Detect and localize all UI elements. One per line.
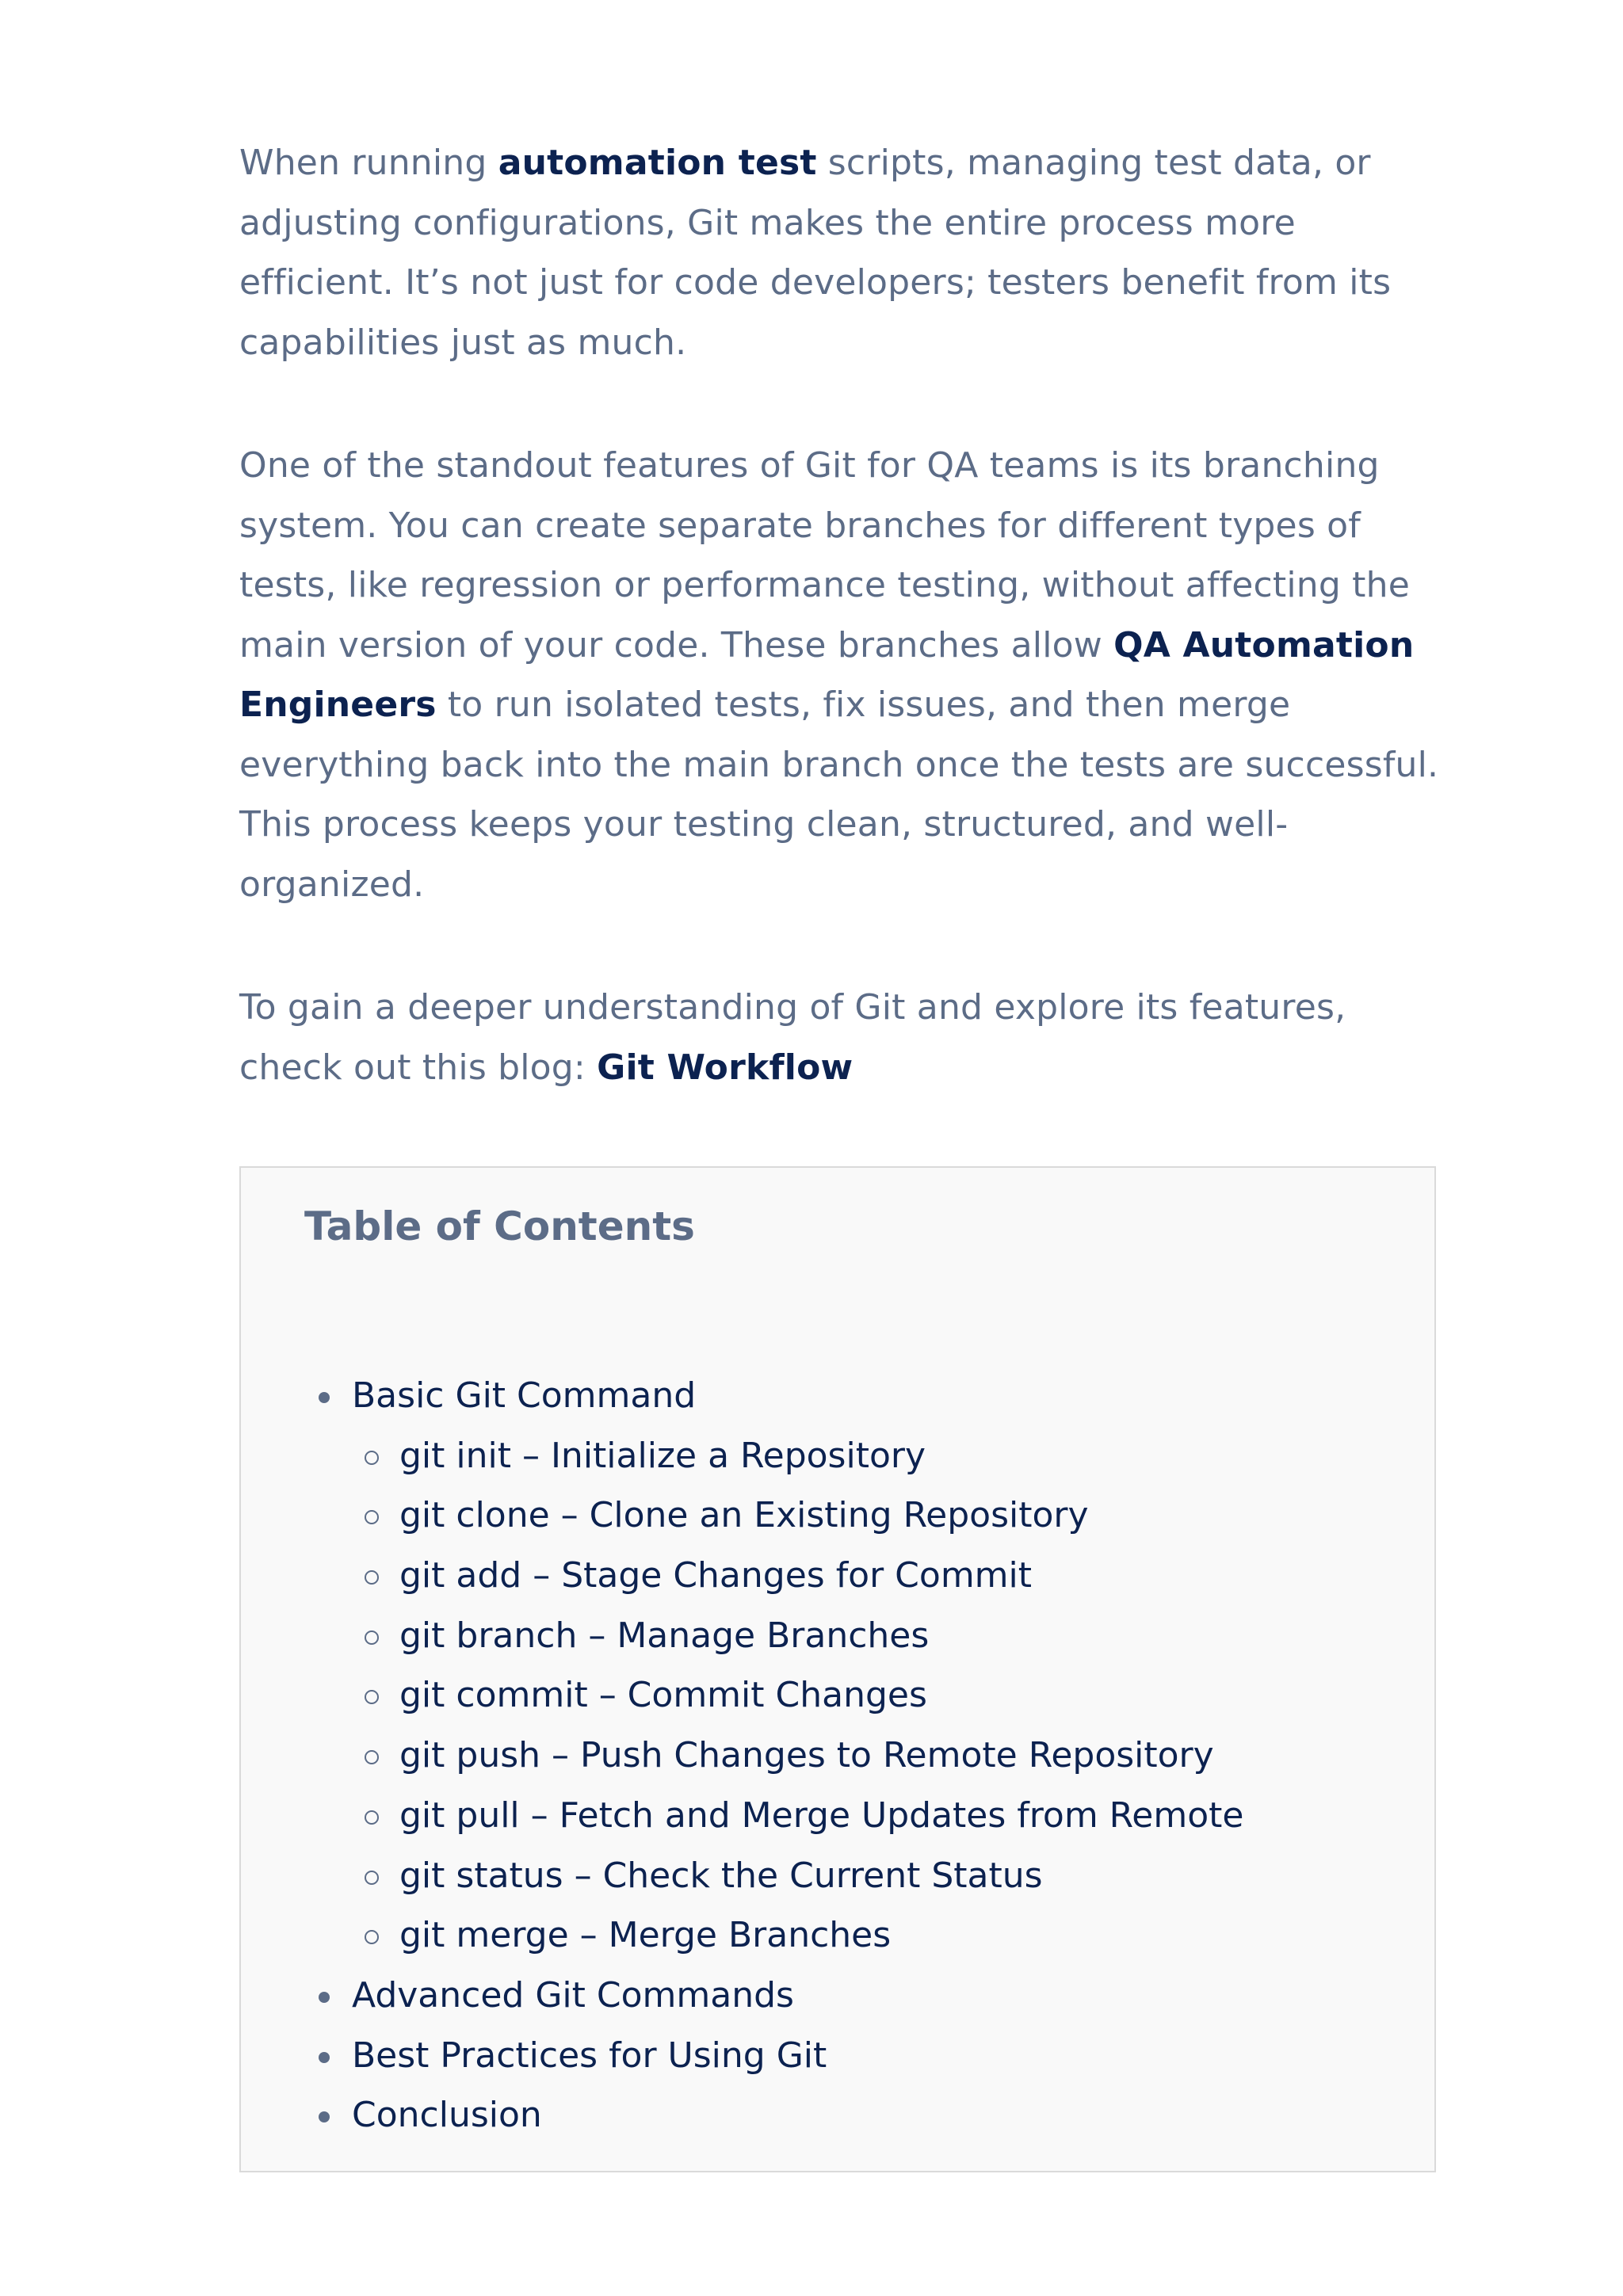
- paragraph-branching-text-end: to run isolated tests, fix issues, and then merge everything back into the main branch once the tests are successful. This process keeps your testing clean, structured, and well-organized.: [239, 685, 1439, 905]
- toc-item-git-clone: [241, 1486, 1243, 1546]
- toc-link[interactable]: git branch – Manage Branches: [399, 1615, 930, 1656]
- bullet-disc-icon: [319, 2052, 330, 2063]
- paragraph-branching: [239, 436, 1444, 914]
- paragraph-intro-text-end: scripts, managing test data, or adjusting configurations, Git makes the entire process more efficient. It’s not just for code developers; testers benefit from its capabilities just as much.: [239, 143, 1392, 363]
- bullet-circle-icon: [365, 1570, 379, 1585]
- toc-item-git-add: [241, 1546, 1243, 1606]
- toc-link[interactable]: git commit – Commit Changes: [399, 1675, 927, 1716]
- bullet-circle-icon: [365, 1930, 379, 1944]
- toc-link[interactable]: git pull – Fetch and Merge Updates from Remote: [399, 1794, 1244, 1836]
- bullet-disc-icon: [319, 1392, 330, 1403]
- bullet-circle-icon: [365, 1690, 379, 1704]
- toc-item-advanced-git-commands: [241, 1966, 1243, 2026]
- toc-list: [241, 1366, 1243, 2145]
- toc-link[interactable]: Basic Git Command: [352, 1375, 697, 1416]
- toc-item-git-merge: [241, 1905, 1243, 1966]
- toc-item-git-branch: [241, 1606, 1243, 1666]
- toc-link[interactable]: git merge – Merge Branches: [399, 1915, 892, 1956]
- bullet-disc-icon: [319, 2111, 330, 2122]
- bullet-circle-icon: [365, 1630, 379, 1645]
- article-body: [239, 133, 1444, 1097]
- bullet-circle-icon: [365, 1510, 379, 1524]
- toc-link[interactable]: git clone – Clone an Existing Repository: [399, 1495, 1089, 1536]
- bullet-circle-icon: [365, 1451, 379, 1465]
- bullet-circle-icon: [365, 1810, 379, 1825]
- toc-link[interactable]: git status – Check the Current Status: [399, 1855, 1043, 1896]
- paragraph-intro: [239, 133, 1444, 372]
- table-of-contents: [239, 1166, 1436, 2172]
- toc-item-git-status: [241, 1846, 1243, 1906]
- bullet-circle-icon: [365, 1871, 379, 1885]
- toc-item-git-push: [241, 1726, 1243, 1786]
- toc-link[interactable]: git init – Initialize a Repository: [399, 1435, 926, 1476]
- paragraph-blog-link-text: To gain a deeper understanding of Git and explore its features, check out this blog:: [239, 987, 1346, 1088]
- toc-item-best-practices-for-using-git: [241, 2026, 1243, 2086]
- toc-link[interactable]: git add – Stage Changes for Commit: [399, 1555, 1033, 1596]
- automation-test-bold: automation test: [498, 143, 817, 183]
- toc-title[interactable]: Table of Contents: [304, 1203, 695, 1249]
- toc-link[interactable]: Conclusion: [352, 2095, 542, 2136]
- paragraph-intro-text-start: When running: [239, 143, 498, 183]
- qa-automation-engineers-bold: QA Automation Engineers: [239, 624, 1415, 725]
- toc-link[interactable]: Best Practices for Using Git: [352, 2035, 827, 2076]
- toc-link[interactable]: git push – Push Changes to Remote Repository: [399, 1735, 1214, 1776]
- git-workflow-link[interactable]: Git Workflow: [597, 1047, 854, 1088]
- bullet-disc-icon: [319, 1992, 330, 2003]
- toc-link[interactable]: Advanced Git Commands: [352, 1974, 794, 2016]
- toc-item-git-commit: [241, 1665, 1243, 1726]
- paragraph-blog-link: [239, 978, 1444, 1097]
- toc-item-basic-git-command: [241, 1366, 1243, 1426]
- paragraph-branching-text-start: One of the standout features of Git for QA teams is its branching system. You can create separate branches for different types of tests, like regression or performance testing, without affecting the main version of your code. These branches allow: [239, 445, 1410, 666]
- toc-item-git-init: [241, 1426, 1243, 1486]
- toc-item-conclusion: [241, 2085, 1243, 2145]
- bullet-circle-icon: [365, 1750, 379, 1764]
- toc-item-git-pull: [241, 1786, 1243, 1846]
